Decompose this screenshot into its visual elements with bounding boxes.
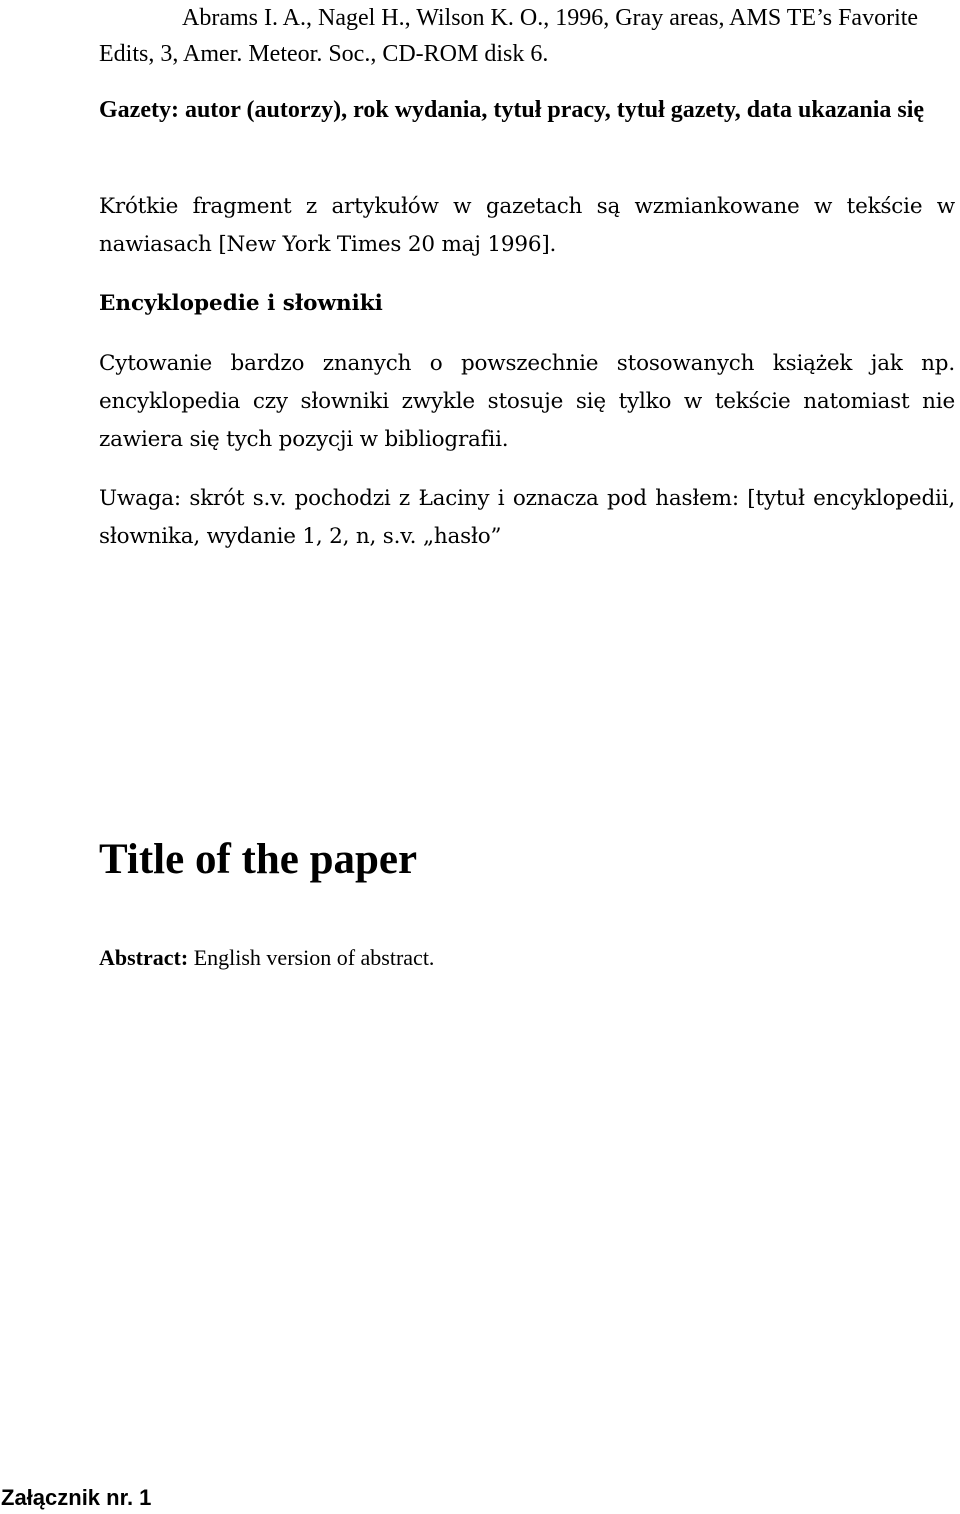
newspapers-body: Krótkie fragment z artykułów w gazetach są wzmiankowane w tekście w nawiasach [New York Times 20 maj 1996]. [99,194,955,257]
encyclopedias-body: Cytowanie bardzo znanych o powszechnie stosowanych książek jak np. encyklopedia czy słowniki zwykle stosuje się tylko w tekście natomiast nie zawiera się tych pozycji w bibliografii. [99,351,955,452]
abstract [99,940,434,976]
newspapers-heading: Gazety: autor (autorzy), rok wydania, tytuł pracy, tytuł gazety, data ukazania się [99,97,925,123]
encyclopedias-note: Uwaga: skrót s.v. pochodzi z Łaciny i oznacza pod hasłem: [tytuł encyklopedii, słownika, wydanie 1, 2, n, s.v. „hasło” [99,486,955,549]
appendix-label: Załącznik nr. 1 [1,1485,152,1510]
abstract-text: English version of abstract. [193,945,435,970]
reference-abrams: Abrams I. A., Nagel H., Wilson K. O., 1996, Gray areas, AMS TE’s Favorite Edits, 3, Amer. Meteor. Soc., CD-ROM disk 6. [99,5,919,67]
encyclopedias-heading: Encyklopedie i słowniki [99,291,383,316]
abstract-label: Abstract: [99,945,189,970]
paper-title: Title of the paper [99,836,418,883]
